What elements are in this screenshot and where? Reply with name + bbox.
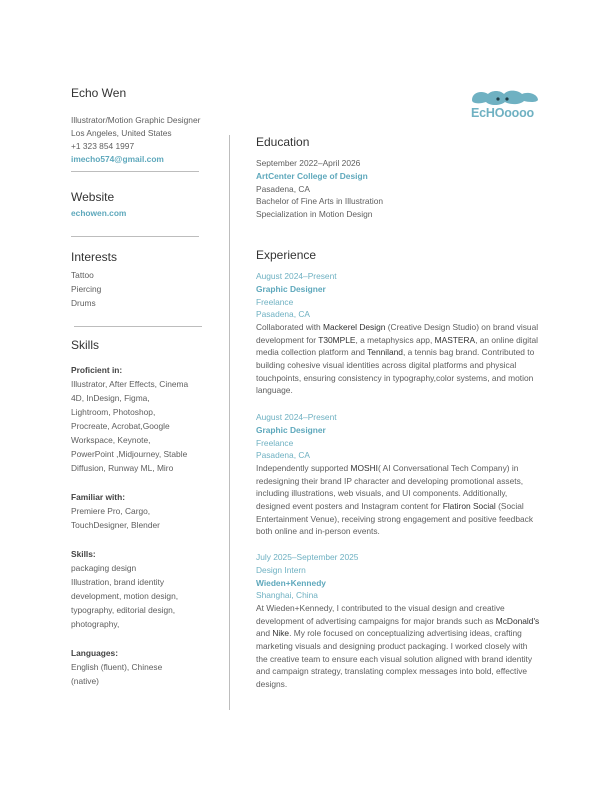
text-line: Lightroom, Photoshop, [71,407,156,417]
list-item: Piercing [71,284,102,294]
exp-dates: August 2024–Present [256,412,337,422]
exp-dates: August 2024–Present [256,271,337,281]
exp-description: At Wieden+Kennedy, I contributed to the visual design and creative development of advertising campaigns for major brands such as McDonald's and Nike. My role focused on conceptualizing advertising ideas, crafting marketing visuals and designing product packaging. I worked closely with the creative team to ensure each visual solution aligned with brand identity and campaign strategy, translating complex messages into bold, effective designs. [256,603,540,689]
skills-heading: Skills [71,338,100,352]
text-line: Workspace, Keynote, [71,435,151,445]
text-line: English (fluent), Chinese [71,662,163,672]
exp-role: Design Intern [256,564,306,575]
list-item: Drums [71,298,96,308]
echo-logo [470,88,540,124]
edu-school: ArtCenter College of Design [256,170,368,181]
exp-location: Pasadena, CA [256,450,311,461]
list-item: Tattoo [71,270,94,280]
proficient-label: Proficient in: [71,365,123,375]
exp-location: Shanghai, China [256,590,318,601]
exp-company: Freelance [256,437,294,448]
text-line: Diffusion, Runway ML, Miro [71,463,174,473]
text-line: development, motion design, [71,591,179,601]
exp-description: Collaborated with Mackerel Design (Creative Design Studio) on brand visual development for T30MPLE, a metaphysics app, MASTERA, an online digital media collection platform and Tenniland, a tennis bag brand. Contributed to building cohesive visual identities across digital platforms and physical touchpoints, ensuring consistency in typography,color systems, and motion language. [256,322,539,396]
website-link[interactable]: echowen.com [71,208,127,218]
exp-company: Freelance [256,296,294,307]
exp-dates: July 2025–September 2025 [256,552,359,562]
exp-description: Independently supported MOSHI( AI Conversational Tech Company) in redesigning their brand IP character and developing promotional assets, including illustrations, web visuals, and UI components. Additionally, designed event posters and Instagram content for Flatiron Social (Social Entertainment Venue), receiving strong engagement and positive feedback both online and in-person events. [256,463,534,537]
skills-label: Skills: [71,549,96,559]
interests-heading: Interests [71,250,118,264]
logo-wordmark: EcHOoooo [471,106,534,120]
website-heading: Website [71,190,115,204]
text-line: TouchDesigner, Blender [71,520,160,530]
edu-specialization: Specialization in Motion Design [256,209,373,220]
experience-entry [256,551,541,690]
skills-block [71,363,221,688]
experience-heading: Experience [256,248,317,262]
text-line: packaging design [71,563,137,573]
text-line: typography, editorial design, [71,605,176,615]
text-line: Illustrator, After Effects, Cinema [71,379,189,389]
divider [71,236,199,237]
job-title: Illustrator/Motion Graphic Designer [71,115,201,125]
exp-role: Graphic Designer [256,283,326,294]
text-line: 4D, InDesign, Figma, [71,393,150,403]
location: Los Angeles, United States [71,128,172,138]
text-line: Illustration, brand identity [71,577,165,587]
divider [71,171,199,172]
text-line: PowerPoint ,Midjourney, Stable [71,449,188,459]
edu-location: Pasadena, CA [256,183,311,194]
phone: +1 323 854 1997 [71,141,135,151]
edu-degree: Bachelor of Fine Arts in Illustration [256,196,384,207]
education-block [256,157,383,221]
exp-location: Pasadena, CA [256,309,311,320]
contact-block [71,114,200,166]
text-line: Premiere Pro, Cargo, [71,506,151,516]
text-line: (native) [71,676,99,686]
candidate-name: Echo Wen [71,86,127,100]
exp-role: Graphic Designer [256,424,326,435]
text-line: photography, [71,619,120,629]
experience-entry [256,411,541,538]
email-link[interactable]: imecho574@gmail.com [71,154,164,164]
exp-company: Wieden+Kennedy [256,577,326,588]
edu-dates: September 2022–April 2026 [256,158,361,168]
familiar-label: Familiar with: [71,492,125,502]
languages-label: Languages: [71,648,118,658]
column-divider [229,135,230,710]
interests-list [71,268,101,310]
text-line: Procreate, Acrobat,Google [71,421,170,431]
divider [74,326,202,327]
education-heading: Education [256,135,310,149]
experience-entry [256,270,541,397]
